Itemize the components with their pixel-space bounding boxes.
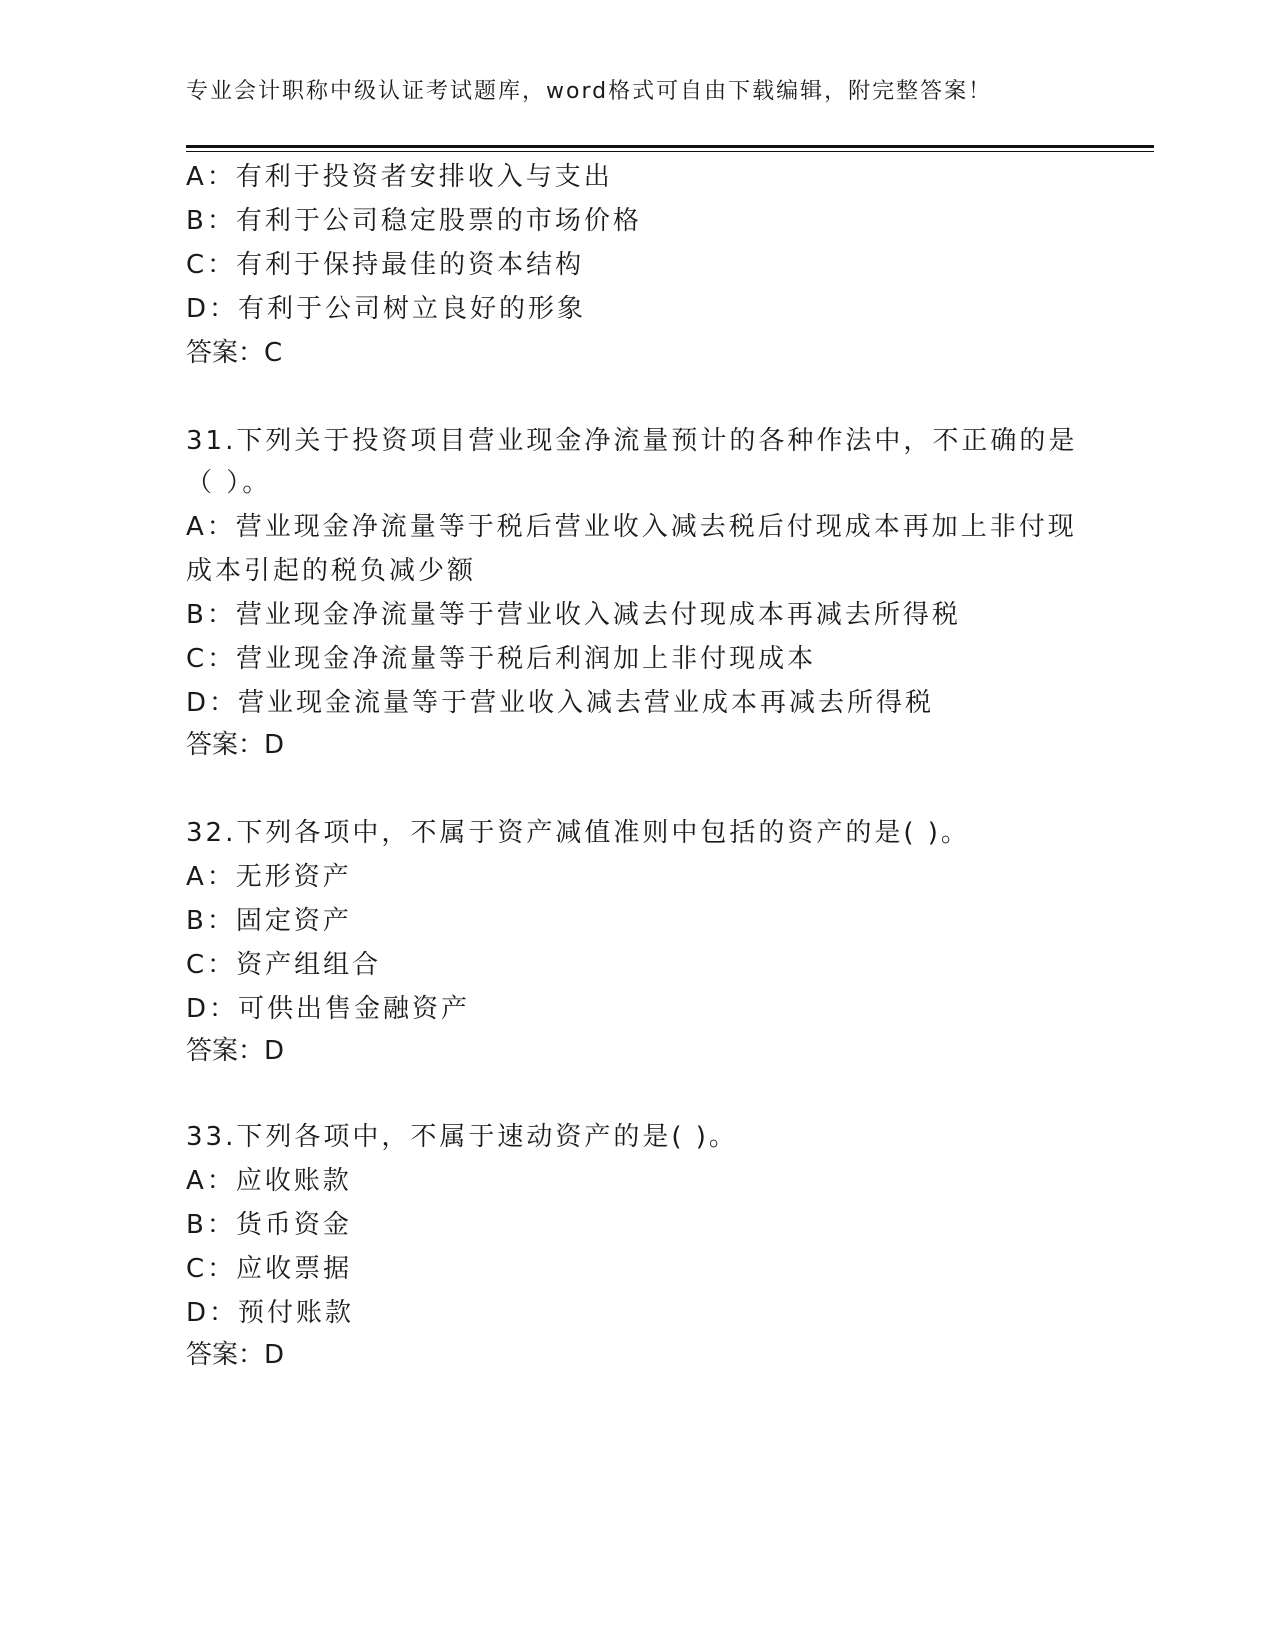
q31-option-a-line2: 成本引起的税负减少额 — [186, 556, 477, 586]
q32-option-c: C：资产组组合 — [186, 950, 382, 980]
q31-option-d: D：营业现金流量等于营业收入减去营业成本再减去所得税 — [186, 688, 935, 718]
q31-answer: 答案：D — [186, 730, 285, 760]
q32-option-a: A：无形资产 — [186, 862, 352, 892]
q33-answer: 答案：D — [186, 1340, 285, 1370]
q33-option-d: D：预付账款 — [186, 1298, 355, 1328]
q33-option-a: A：应收账款 — [186, 1166, 352, 1196]
q31-stem-line1: 31.下列关于投资项目营业现金净流量预计的各种作法中，不正确的是 — [186, 426, 1078, 456]
q33-option-b: B：货币资金 — [186, 1210, 352, 1240]
q30-option-a: A：有利于投资者安排收入与支出 — [186, 162, 613, 192]
q32-stem: 32.下列各项中，不属于资产减值准则中包括的资产的是( )。 — [186, 818, 970, 848]
header-divider-thick — [186, 145, 1154, 148]
q32-answer: 答案：D — [186, 1036, 285, 1066]
header-divider-thin — [186, 151, 1154, 152]
q30-answer: 答案：C — [186, 338, 283, 368]
q33-stem: 33.下列各项中，不属于速动资产的是( )。 — [186, 1122, 738, 1152]
q32-option-d: D：可供出售金融资产 — [186, 994, 471, 1024]
q32-option-b: B：固定资产 — [186, 906, 352, 936]
q31-option-c: C：营业现金净流量等于税后利润加上非付现成本 — [186, 644, 817, 674]
q30-option-b: B：有利于公司稳定股票的市场价格 — [186, 206, 642, 236]
q31-option-b: B：营业现金净流量等于营业收入减去付现成本再减去所得税 — [186, 600, 961, 630]
q31-stem-line2: （ ）。 — [186, 468, 272, 498]
q33-option-c: C：应收票据 — [186, 1254, 353, 1284]
page-header: 专业会计职称中级认证考试题库，word格式可自由下载编辑，附完整答案！ — [186, 79, 993, 104]
q30-option-c: C：有利于保持最佳的资本结构 — [186, 250, 585, 280]
q30-option-d: D：有利于公司树立良好的形象 — [186, 294, 587, 324]
q31-option-a-line1: A：营业现金净流量等于税后营业收入减去税后付现成本再加上非付现 — [186, 512, 1077, 542]
